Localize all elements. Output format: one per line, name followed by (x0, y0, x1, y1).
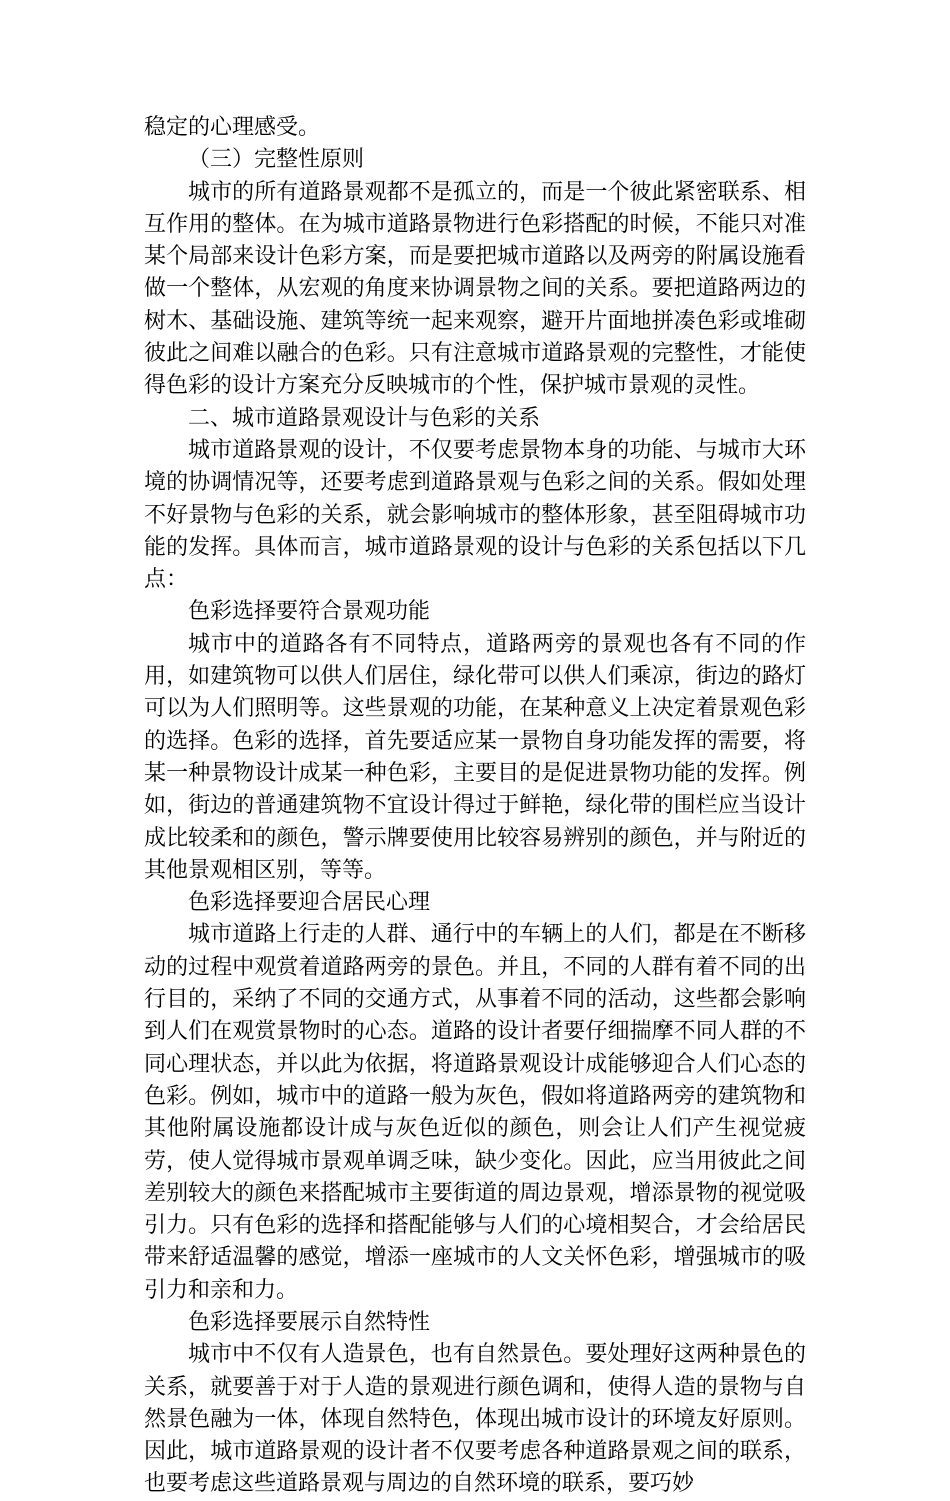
paragraph-resident-psychology: 城市道路上行走的人群、通行中的车辆上的人们，都是在不断移动的过程中观赏着道路两旁的景色。并且，不同的人群有着不同的出行目的，采纳了不同的交通方式，从事着不同的活动，这些都会影响到人们在观赏景物时的心态。道路的设计者要仔细揣摩不同人群的不同心理状态，并以此为依据，将道路景观设计成能够迎合人们心态的色彩。例如，城市中的道路一般为灰色，假如将道路两旁的建筑物和其他附属设施都设计成与灰色近似的颜色，则会让人们产生视觉疲劳，使人觉得城市景观单调乏味，缺少变化。因此，应当用彼此之间差别较大的颜色来搭配城市主要街道的周边景观，增添景物的视觉吸引力。只有色彩的选择和搭配能够与人们的心境相契合，才会给居民带来舒适温馨的感觉，增添一座城市的人文关怀色彩，增强城市的吸引力和亲和力。 (144, 922, 806, 1303)
paragraph-integrity: 城市的所有道路景观都不是孤立的，而是一个彼此紧密联系、相互作用的整体。在为城市道路景物进行色彩搭配的时候，不能只对准某个局部来设计色彩方案，而是要把城市道路以及两旁的附属设施看做一个整体，从宏观的角度来协调景物之间的关系。要把道路两边的树木、基础设施、建筑等统一起来观察，避开片面地拼凑色彩或堆砌彼此之间难以融合的色彩。只有注意城市道路景观的完整性，才能使得色彩的设计方案充分反映城市的个性，保护城市景观的灵性。 (144, 179, 806, 399)
heading-resident-psychology: 色彩选择要迎合居民心理 (188, 890, 431, 916)
heading-integrity-principle: （三）完整性原则 (188, 147, 365, 173)
paragraph-relationship: 城市道路景观的设计，不仅要考虑景物本身的功能、与城市大环境的协调情况等，还要考虑到道路景观与色彩之间的关系。假如处理不好景物与色彩的关系，就会影响城市的整体形象，甚至阻碍城市功能的发挥。具体而言，城市道路景观的设计与色彩的关系包括以下几点： (144, 437, 806, 593)
heading-landscape-function: 色彩选择要符合景观功能 (188, 599, 431, 625)
heading-natural-features: 色彩选择要展示自然特性 (188, 1309, 431, 1335)
paragraph-natural-features: 城市中不仅有人造景色，也有自然景色。要处理好这两种景色的关系，就要善于对于人造的景观进行颜色调和，使得人造的景物与自然景色融为一体，体现自然特色，体现出城市设计的环境友好原则。因此，城市道路景观的设计者不仅要考虑各种道路景观之间的联系，也要考虑这些道路景观与周边的自然环境的联系，要巧妙 (144, 1342, 806, 1497)
paragraph-continued: 稳定的心理感受。 (144, 115, 321, 140)
paragraph-landscape-function: 城市中的道路各有不同特点，道路两旁的景观也各有不同的作用，如建筑物可以供人们居住，绿化带可以供人们乘凉，街边的路灯可以为人们照明等。这些景观的功能，在某种意义上决定着景观色彩的选择。色彩的选择，首先要适应某一景物自身功能发挥的需要，将某一种景物设计成某一种色彩，主要目的是促进景物功能的发挥。例如，街边的普通建筑物不宜设计得过于鲜艳，绿化带的围栏应当设计成比较柔和的颜色，警示牌要使用比较容易辨别的颜色，并与附近的其他景观相区别，等等。 (144, 631, 806, 883)
heading-section-two: 二、城市道路景观设计与色彩的关系 (188, 405, 541, 431)
document-body (144, 112, 806, 1501)
